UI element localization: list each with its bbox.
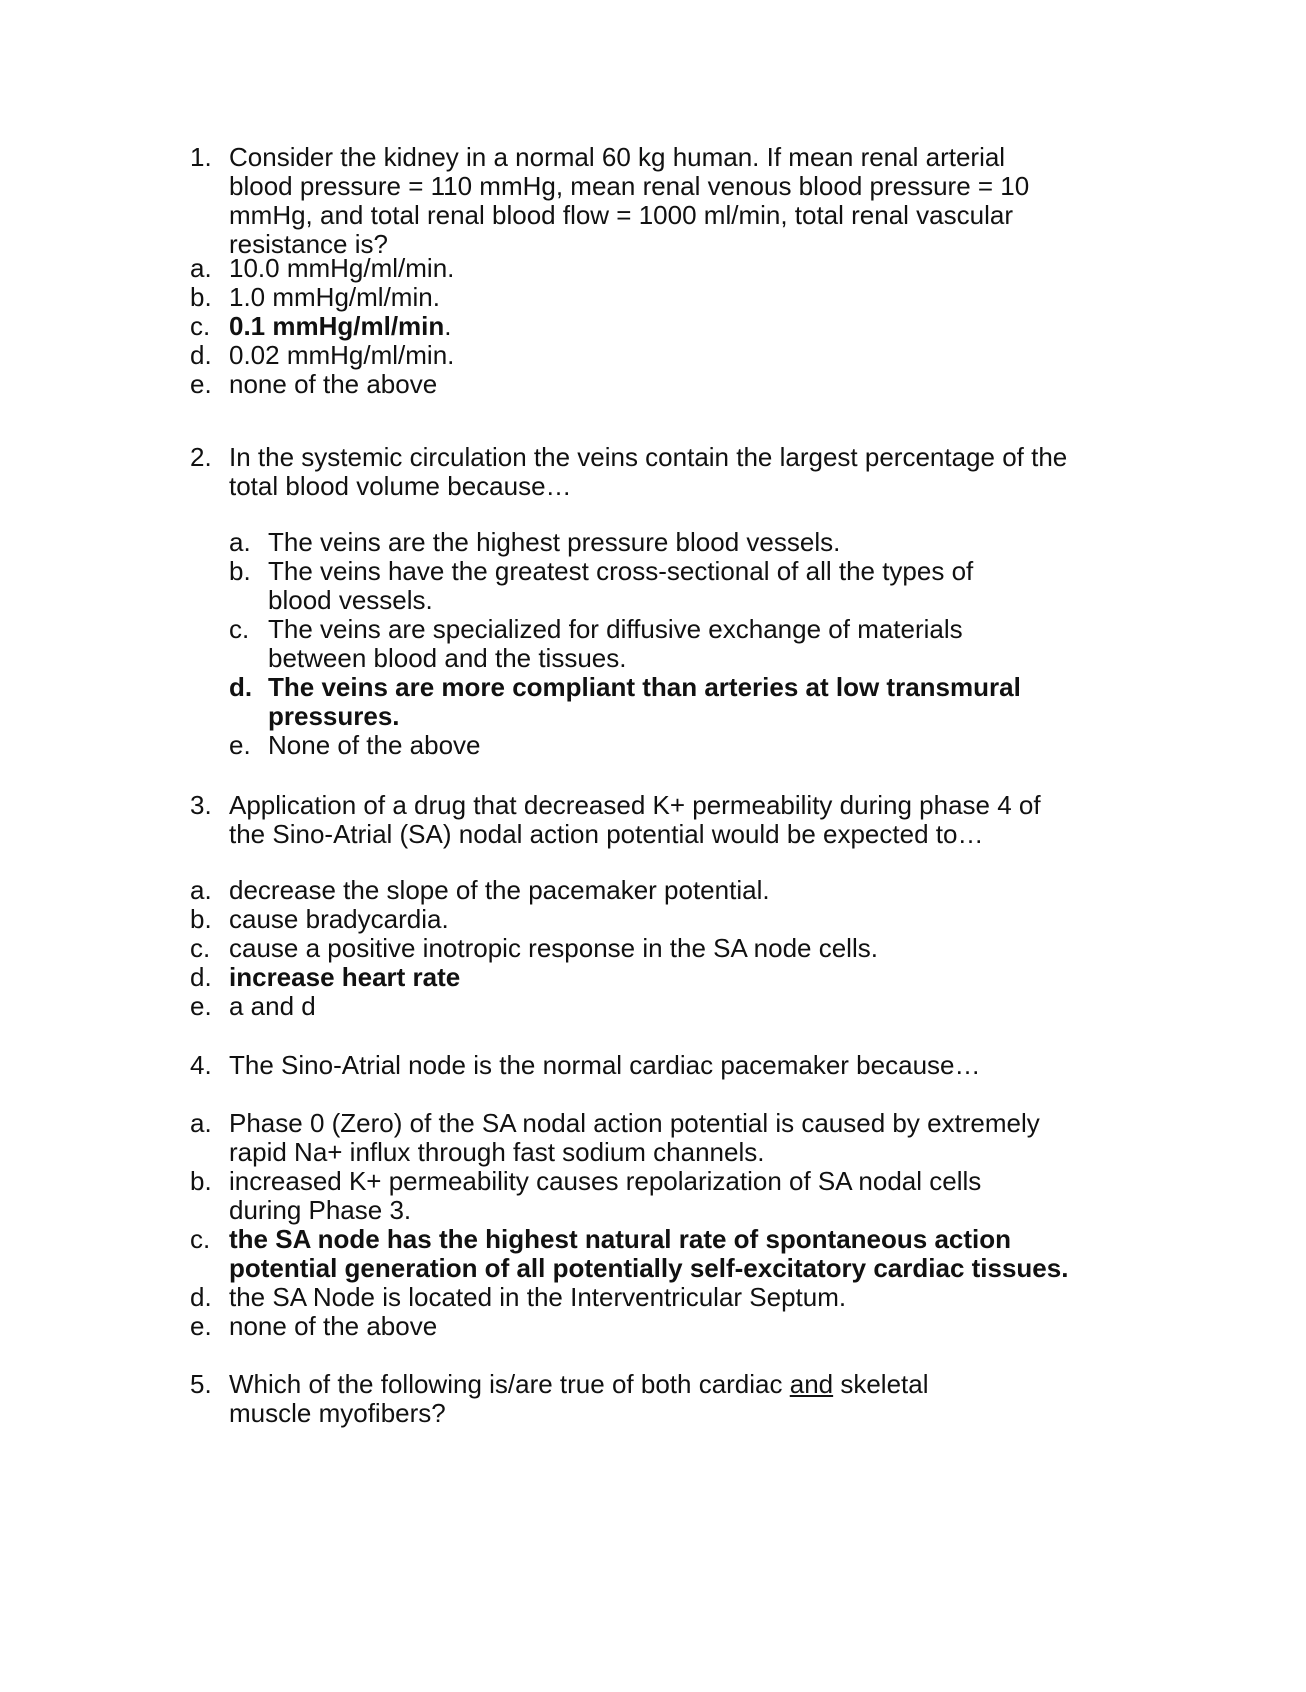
option-text: None of the above [268,730,481,760]
option-b [190,1167,1090,1225]
option-label: e. [190,369,212,399]
option-text-correct [229,312,1090,341]
option-c-correct [190,1225,1090,1283]
correct-answer-text: the SA node has the highest natural rate of spontaneous action potential generation of all potentially self-excitatory cardiac tissues. [229,1224,1069,1283]
option-c [190,934,1090,963]
correct-answer-text: The veins are more compliant than arteries at low transmural pressures. [268,672,1021,731]
option-label: c. [190,933,211,963]
option-text: 10.0 mmHg/ml/min. [229,253,455,283]
question-2-options [229,528,1049,760]
option-text: increased K+ permeability causes repolarization of SA nodal cells during Phase 3. [229,1166,982,1225]
option-label: d. [229,672,253,702]
question-number: 4. [190,1050,212,1080]
option-label: d. [190,1282,212,1312]
question-text-part: Which of the following is/are true of both cardiac [229,1369,790,1399]
question-3-options [190,876,1090,1021]
option-label: c. [190,1224,211,1254]
option-text: The veins have the greatest cross-sectional of all the types of blood vessels. [268,556,974,615]
option-text: the SA Node is located in the Interventricular Septum. [229,1282,847,1312]
option-a [190,1109,1090,1167]
option-label: e. [190,991,212,1021]
question-text: Application of a drug that decreased K+ permeability during phase 4 of the Sino-Atrial (SA) nodal action potential would be expected to… [229,790,1041,849]
question-number: 2. [190,442,212,472]
option-text: none of the above [229,1311,438,1341]
question-2 [190,443,1130,501]
option-text: Phase 0 (Zero) of the SA nodal action potential is caused by extremely rapid Na+ influx through fast sodium channels. [229,1108,1040,1167]
option-label: c. [190,311,211,341]
option-a [190,876,1090,905]
option-d [190,341,1090,370]
option-label: b. [229,556,251,586]
option-text: 0.02 mmHg/ml/min. [229,340,455,370]
option-c [229,615,1049,673]
option-label: d. [190,962,212,992]
option-label: b. [190,904,212,934]
option-label: e. [190,1311,212,1341]
question-1 [190,143,1130,259]
option-b [229,557,1049,615]
option-label: a. [229,527,251,557]
option-b [190,905,1090,934]
option-text: a and d [229,991,316,1021]
option-text: The veins are specialized for diffusive exchange of materials between blood and the tissues. [268,614,963,673]
question-text [229,1370,1009,1428]
question-number: 5. [190,1369,212,1399]
correct-answer-text: increase heart rate [229,962,461,992]
option-label: a. [190,1108,212,1138]
option-a [190,254,1090,283]
question-text: Consider the kidney in a normal 60 kg human. If mean renal arterial blood pressure = 110 mmHg, mean renal venous blood pressure = 10 mmHg, and total renal blood flow = 1000 ml/min, total renal vascular resistance is? [229,142,1030,259]
option-suffix: . [444,311,452,341]
correct-answer-text: 0.1 mmHg/ml/min [229,311,445,341]
option-text: none of the above [229,369,438,399]
option-d-correct [190,963,1090,992]
question-4-options [190,1109,1090,1341]
option-e [190,1312,1090,1341]
option-text: cause a positive inotropic response in the SA node cells. [229,933,878,963]
question-3 [190,791,1130,849]
question-text-part: skeletal muscle myofibers? [229,1369,929,1428]
option-label: d. [190,340,212,370]
option-label: b. [190,282,212,312]
option-label: b. [190,1166,212,1196]
question-5 [190,1370,1130,1428]
option-text: The veins are the highest pressure blood vessels. [268,527,841,557]
option-e [229,731,1049,760]
option-text: 1.0 mmHg/ml/min. [229,282,440,312]
option-text: cause bradycardia. [229,904,449,934]
option-d-correct [229,673,1049,731]
question-number: 1. [190,142,212,172]
option-b [190,283,1090,312]
question-number: 3. [190,790,212,820]
option-text: decrease the slope of the pacemaker potential. [229,875,770,905]
question-text: The Sino-Atrial node is the normal cardiac pacemaker because… [229,1050,981,1080]
option-label: c. [229,614,250,644]
underlined-word: and [789,1369,834,1399]
option-label: a. [190,253,212,283]
option-label: e. [229,730,251,760]
question-text: In the systemic circulation the veins contain the largest percentage of the total blood volume because… [229,442,1068,501]
option-d [190,1283,1090,1312]
option-label: a. [190,875,212,905]
option-c [190,312,1090,341]
option-a [229,528,1049,557]
option-e [190,370,1090,399]
question-1-options [190,254,1090,399]
option-e [190,992,1090,1021]
question-4 [190,1051,1130,1080]
